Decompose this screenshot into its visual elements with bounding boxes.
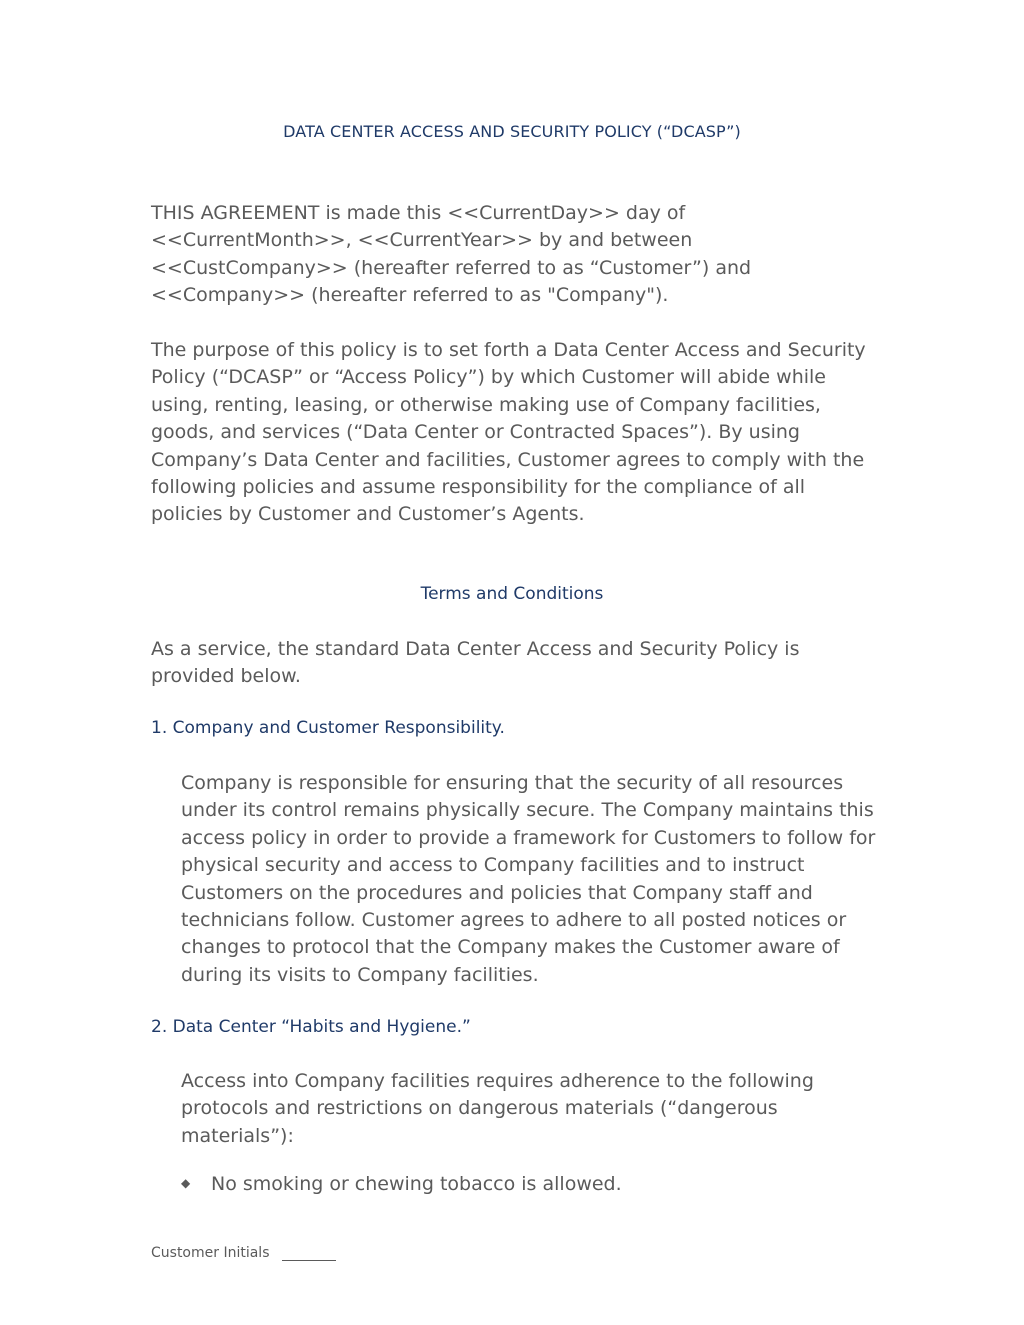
agreement-intro-paragraph: THIS AGREEMENT is made this <<CurrentDay>> day of <<CurrentMonth>>, <<CurrentYear>> by and between <<CustCompany>> (hereafter referred to as “Customer”) and <<Company>> (hereafter referred to as "Company"). xyxy=(151,202,752,307)
page-footer xyxy=(151,1245,336,1261)
list-item xyxy=(181,1171,622,1198)
terms-heading: Terms and Conditions xyxy=(420,584,604,604)
purpose-paragraph: The purpose of this policy is to set forth a Data Center Access and Security Policy (“DCASP” or “Access Policy”) by which Customer will abide while using, renting, leasing, or otherwise making use of Company facilities, goods, and services (“Data Center or Contracted Spaces”). By using Company’s Data Center and facilities, Customer agrees to comply with the following policies and assume responsibility for the compliance of all policies by Customer and Customer’s Agents. xyxy=(151,339,866,526)
customer-initials-label: Customer Initials xyxy=(151,1245,270,1261)
bullet-text: No smoking or chewing tobacco is allowed. xyxy=(211,1173,622,1195)
clause-2-body: Access into Company facilities requires adherence to the following protocols and restrictions on dangerous materials (“dangerous materials”): xyxy=(181,1070,814,1147)
document-title: DATA CENTER ACCESS AND SECURITY POLICY (“DCASP”) xyxy=(283,122,741,141)
diamond-bullet-icon: ◆ xyxy=(181,1176,191,1190)
service-note-paragraph: As a service, the standard Data Center Access and Security Policy is provided below. xyxy=(151,638,800,688)
customer-initials-line xyxy=(282,1246,336,1261)
clause-2-title: 2. Data Center “Habits and Hygiene.” xyxy=(151,1017,471,1037)
clause-1-body: Company is responsible for ensuring that the security of all resources under its control remains physically secure. The Company maintains this access policy in order to provide a framework for Customers to follow for physical security and access to Company facilities and to instruct Customers on the procedures and policies that Company staff and technicians follow. Customer agrees to adhere to all posted notices or changes to protocol that the Company makes the Customer aware of during its visits to Company facilities. xyxy=(181,772,876,986)
clause-1-title: 1. Company and Customer Responsibility. xyxy=(151,718,505,738)
